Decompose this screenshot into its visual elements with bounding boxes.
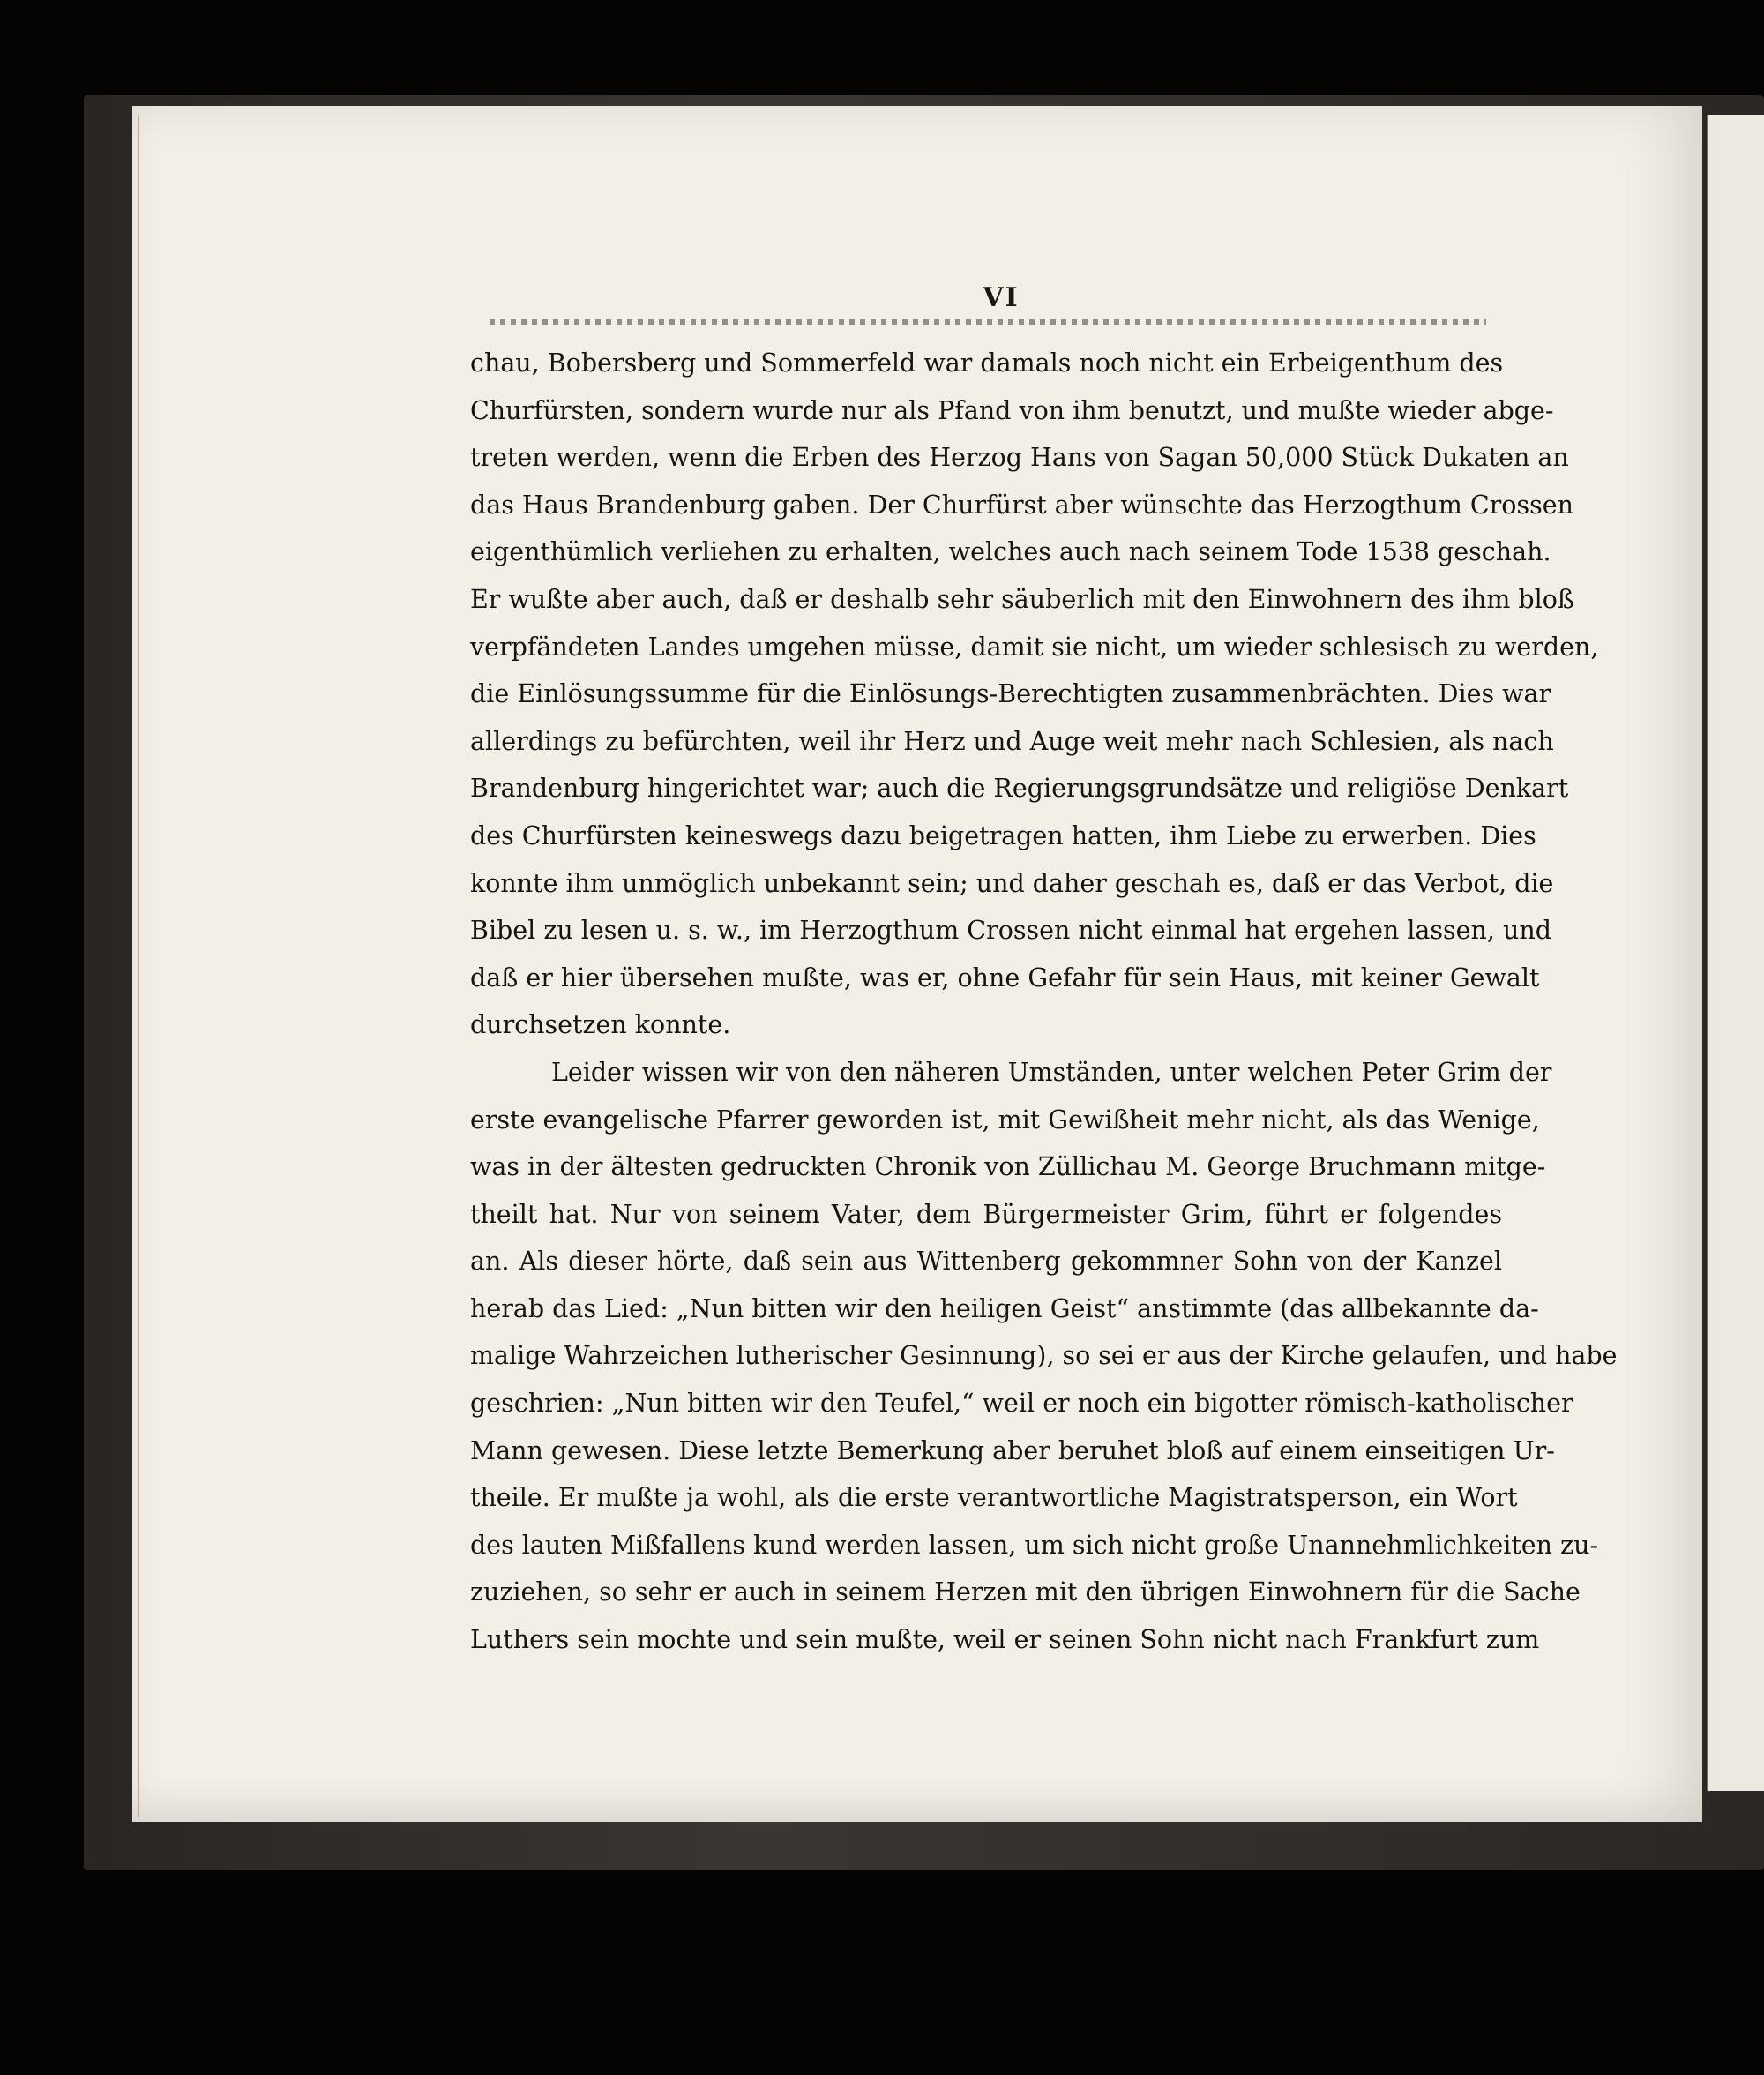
text-line: des Churfürsten keineswegs dazu beigetragen hatten, ihm Liebe zu erwerben. Dies xyxy=(470,820,1536,850)
text-line: daß er hier übersehen mußte, was er, ohne Gefahr für sein Haus, mit keiner Gewalt xyxy=(470,963,1540,993)
text-line: allerdings zu befürchten, weil ihr Herz und Auge weit mehr nach Schlesien, als nach xyxy=(470,726,1554,756)
text-line: erste evangelische Pfarrer geworden ist, mit Gewißheit mehr nicht, als das Wenige, xyxy=(470,1105,1540,1135)
text-line: theilt hat. Nur von seinem Vater, dem Bürgermeister Grim, führt er folgendes xyxy=(470,1199,1502,1229)
facing-page-edge xyxy=(1707,115,1764,1791)
text-line: was in der ältesten gedruckten Chronik von Züllichau M. George Bruchmann mitge- xyxy=(470,1152,1546,1182)
text-line: Mann gewesen. Diese letzte Bemerkung aber beruhet bloß auf einem einseitigen Ur- xyxy=(470,1435,1555,1465)
text-line: Brandenburg hingerichtet war; auch die Regierungsgrundsätze und religiöse Denkart xyxy=(470,774,1569,804)
text-line-paragraph-start: Leider wissen wir von den näheren Umständen, unter welchen Peter Grim der xyxy=(551,1057,1552,1087)
text-line: theile. Er mußte ja wohl, als die erste verantwortliche Magistratsperson, ein Wort xyxy=(470,1483,1518,1513)
text-line: treten werden, wenn die Erben des Herzog Hans von Sagan 50,000 Stück Dukaten an xyxy=(470,443,1569,473)
text-line: geschrien: „Nun bitten wir den Teufel,“ weil er noch ein bigotter römisch-katholischer xyxy=(470,1389,1573,1419)
text-line: eigenthümlich verliehen zu erhalten, welches auch nach seinem Tode 1538 geschah. xyxy=(470,537,1551,567)
text-line: chau, Bobersberg und Sommerfeld war damals noch nicht ein Erbeigenthum des xyxy=(470,348,1504,378)
text-line: konnte ihm unmöglich unbekannt sein; und daher geschah es, daß er das Verbot, die xyxy=(470,868,1554,898)
text-line: Bibel zu lesen u. s. w., im Herzogthum Crossen nicht einmal hat ergehen lassen, und xyxy=(470,916,1551,946)
text-line: Churfürsten, sondern wurde nur als Pfand von ihm benutzt, und mußte wieder abge- xyxy=(470,395,1554,425)
page-number: VI xyxy=(983,282,1020,313)
text-line: die Einlösungssumme für die Einlösungs-Berechtigten zusammenbrächten. Dies war xyxy=(470,679,1551,709)
body-text xyxy=(470,340,1618,1664)
text-line: Er wußte aber auch, daß er deshalb sehr säuberlich mit den Einwohnern des ihm bloß xyxy=(470,584,1574,614)
text-line: herab das Lied: „Nun bitten wir den heiligen Geist“ anstimmte (das allbekannte da- xyxy=(470,1293,1539,1323)
text-line: verpfändeten Landes umgehen müsse, damit sie nicht, um wieder schlesisch zu werden, xyxy=(470,632,1599,662)
header-rule xyxy=(490,319,1486,325)
text-line: zuziehen, so sehr er auch in seinem Herzen mit den übrigen Einwohnern für die Sache xyxy=(470,1577,1581,1607)
text-line: an. Als dieser hörte, daß sein aus Wittenberg gekommner Sohn von der Kanzel xyxy=(470,1247,1502,1277)
page-edge-line xyxy=(138,115,139,1817)
text-line: Luthers sein mochte und sein mußte, weil er seinen Sohn nicht nach Frankfurt zum xyxy=(470,1625,1540,1655)
text-line-paragraph-end: durchsetzen konnte. xyxy=(470,1010,731,1040)
text-line: das Haus Brandenburg gaben. Der Churfürst aber wünschte das Herzogthum Crossen xyxy=(470,490,1573,520)
text-line: des lauten Mißfallens kund werden lassen, um sich nicht große Unannehmlichkeiten zu- xyxy=(470,1530,1599,1560)
text-line: malige Wahrzeichen lutherischer Gesinnung), so sei er aus der Kirche gelaufen, und habe xyxy=(470,1341,1618,1371)
